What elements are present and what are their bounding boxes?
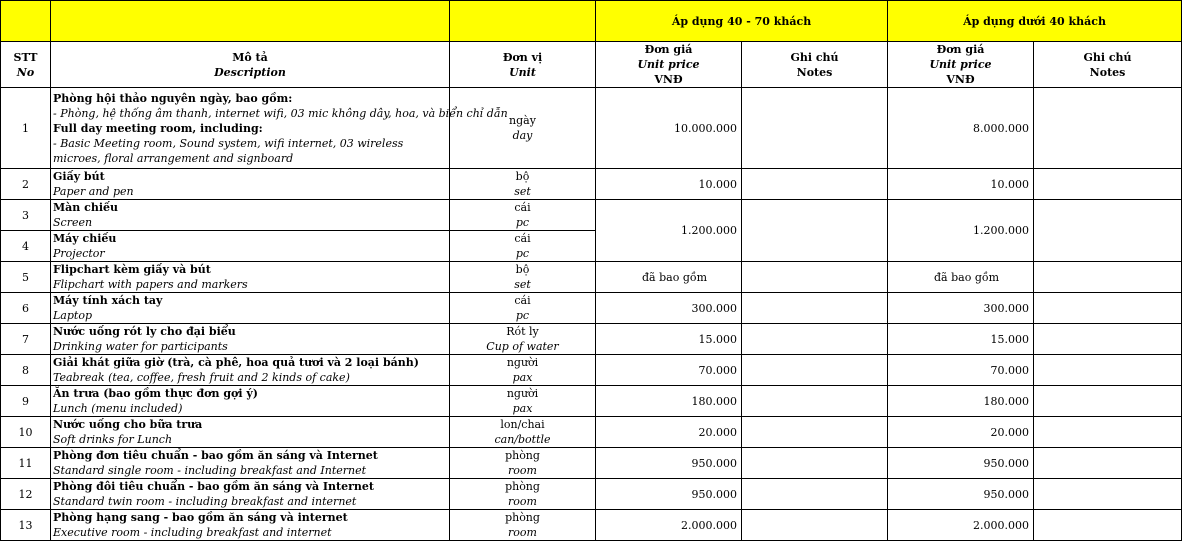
row-title-vi: Phòng hội thảo nguyên ngày, bao gồm: — [53, 91, 293, 105]
cell-notes-2[interactable] — [1034, 355, 1182, 386]
row-unit-vi: ngày — [509, 114, 536, 127]
row-unit-vi: lon/chai — [500, 418, 545, 431]
header-price-1-l2: Unit price — [637, 58, 700, 71]
table-row — [1, 448, 1182, 479]
cell-no[interactable] — [1, 510, 51, 541]
row-desc-en: Paper and pen — [53, 185, 134, 198]
header-unit-vi: Đơn vị — [502, 50, 543, 64]
row-price-1: đã bao gồm — [642, 270, 708, 284]
header-notes-1-vi: Ghi chú — [790, 50, 839, 64]
cell-notes-2[interactable] — [1034, 88, 1182, 169]
cell-description[interactable] — [51, 417, 450, 448]
row-unit-vi: cái — [514, 294, 531, 307]
header-notes-2-vi: Ghi chú — [1083, 50, 1132, 64]
cell-notes-1[interactable] — [742, 88, 888, 169]
cell-no[interactable] — [1, 417, 51, 448]
cell-price-2[interactable] — [888, 386, 1034, 417]
table-row — [1, 88, 1182, 169]
cell-price-1[interactable] — [596, 88, 742, 169]
cell-unit[interactable] — [450, 417, 596, 448]
cell-notes-2[interactable] — [1034, 386, 1182, 417]
row-price-2: 1.200.000 — [973, 224, 1029, 237]
table-row — [1, 510, 1182, 541]
row-unit-en: pc — [515, 309, 530, 322]
cell-unit[interactable] — [450, 88, 596, 169]
row-number: 7 — [22, 332, 29, 346]
row-unit-en: room — [508, 464, 537, 477]
row-desc-vi: Phòng hạng sang - bao gồm ăn sáng và internet — [53, 511, 348, 524]
cell-no[interactable] — [1, 324, 51, 355]
cell-price-2[interactable] — [888, 262, 1034, 293]
row-desc-vi: Flipchart kèm giấy và bút — [53, 263, 211, 276]
cell-unit[interactable] — [450, 448, 596, 479]
cell-no[interactable] — [1, 479, 51, 510]
row-unit-en: set — [514, 185, 531, 198]
row-price-2: 8.000.000 — [973, 121, 1029, 135]
header-description[interactable] — [51, 42, 450, 88]
header-price-1-l3: VNĐ — [654, 73, 683, 86]
cell-notes-1[interactable] — [742, 262, 888, 293]
cell-price-1[interactable] — [596, 355, 742, 386]
cell-unit[interactable] — [450, 324, 596, 355]
row-detail-en: - Basic Meeting room, Sound system, wifi internet, 03 wireless microes, floral arrangement and signboard — [53, 136, 404, 165]
cell-notes-1[interactable] — [742, 479, 888, 510]
row-unit-en: pax — [512, 402, 533, 415]
row-unit-vi: người — [506, 387, 539, 400]
row-number: 12 — [18, 487, 33, 501]
row-unit-en: Cup of water — [486, 340, 559, 353]
cell-notes-1[interactable] — [742, 417, 888, 448]
row-unit-en: pc — [515, 216, 530, 229]
cell-blank-b[interactable] — [51, 1, 450, 42]
cell-notes-1[interactable] — [742, 200, 888, 262]
cell-notes-2[interactable] — [1034, 324, 1182, 355]
row-price-1: 300.000 — [691, 301, 737, 315]
cell-notes-1[interactable] — [742, 324, 888, 355]
cell-no[interactable] — [1, 231, 51, 262]
cell-price-2[interactable] — [888, 479, 1034, 510]
row-desc-en: Standard twin room - including breakfast and internet — [53, 495, 357, 508]
group-header-under-40-label: Áp dụng dưới 40 khách — [963, 14, 1106, 28]
cell-unit[interactable] — [450, 355, 596, 386]
row-unit-en: pax — [512, 371, 533, 384]
header-price-1[interactable] — [596, 42, 742, 88]
cell-notes-1[interactable] — [742, 386, 888, 417]
row-price-2: 2.000.000 — [973, 518, 1029, 532]
row-desc-en: Projector — [53, 247, 105, 260]
table-row — [1, 324, 1182, 355]
column-header-row — [1, 42, 1182, 88]
row-price-2: 70.000 — [990, 363, 1029, 377]
cell-description[interactable] — [51, 355, 450, 386]
row-desc-en: Executive room - including breakfast and internet — [53, 526, 332, 539]
table-row — [1, 169, 1182, 200]
cell-notes-2[interactable] — [1034, 479, 1182, 510]
row-unit-vi: bộ — [515, 170, 530, 183]
cell-notes-1[interactable] — [742, 355, 888, 386]
cell-price-1[interactable] — [596, 386, 742, 417]
cell-description[interactable] — [51, 479, 450, 510]
row-price-1: 950.000 — [691, 487, 737, 501]
cell-notes-1[interactable] — [742, 448, 888, 479]
cell-price-1[interactable] — [596, 293, 742, 324]
row-price-2: 950.000 — [983, 456, 1029, 470]
cell-description[interactable] — [51, 448, 450, 479]
table-row — [1, 200, 1182, 231]
header-notes-1[interactable] — [742, 42, 888, 88]
row-desc-vi: Giải khát giữa giờ (trà, cà phê, hoa quả tươi và 2 loại bánh) — [53, 356, 419, 369]
cell-notes-1[interactable] — [742, 293, 888, 324]
header-price-2-l1: Đơn giá — [936, 43, 985, 56]
row-unit-vi: cái — [514, 232, 531, 245]
cell-description[interactable] — [51, 169, 450, 200]
cell-no[interactable] — [1, 169, 51, 200]
header-notes-1-en: Notes — [796, 65, 833, 79]
cell-no[interactable] — [1, 200, 51, 231]
row-price-2: 15.000 — [990, 332, 1029, 346]
row-price-2: 300.000 — [983, 301, 1029, 315]
row-unit-en: set — [514, 278, 531, 291]
cell-unit[interactable] — [450, 169, 596, 200]
row-desc-vi: Máy chiếu — [53, 232, 117, 245]
cell-notes-1[interactable] — [742, 169, 888, 200]
cell-no[interactable] — [1, 448, 51, 479]
cell-price-1[interactable] — [596, 262, 742, 293]
cell-notes-2[interactable] — [1034, 448, 1182, 479]
group-header-row — [1, 1, 1182, 42]
row-number: 9 — [22, 394, 29, 408]
header-price-2-l3: VNĐ — [946, 73, 975, 86]
table-row — [1, 293, 1182, 324]
row-number: 1 — [22, 121, 29, 135]
cell-description[interactable] — [51, 88, 508, 169]
cell-price-1[interactable] — [596, 169, 742, 200]
cell-description[interactable] — [51, 386, 450, 417]
row-title-en: Full day meeting room, including: — [53, 121, 263, 135]
row-price-2: đã bao gồm — [934, 270, 1000, 284]
row-price-1: 20.000 — [698, 425, 737, 439]
cell-description[interactable] — [51, 262, 450, 293]
row-desc-en: Flipchart with papers and markers — [53, 278, 248, 291]
header-desc-en: Description — [214, 65, 286, 79]
header-price-2[interactable] — [888, 42, 1034, 88]
cell-no[interactable] — [1, 88, 51, 169]
row-price-1: 2.000.000 — [681, 518, 737, 532]
row-desc-vi: Nước uống rót ly cho đại biểu — [53, 325, 236, 338]
row-unit-vi: phòng — [505, 480, 540, 493]
row-desc-vi: Phòng đôi tiêu chuẩn - bao gồm ăn sáng và Internet — [53, 480, 375, 493]
row-number: 11 — [18, 456, 33, 470]
cell-no[interactable] — [1, 355, 51, 386]
cell-price-2[interactable] — [888, 510, 1034, 541]
header-stt-en: No — [16, 65, 35, 79]
row-desc-vi: Màn chiếu — [53, 201, 119, 214]
row-unit-vi: phòng — [505, 449, 540, 462]
row-unit-en: day — [512, 129, 533, 142]
cell-price-1[interactable] — [596, 510, 742, 541]
cell-description[interactable] — [51, 200, 450, 231]
row-price-1: 10.000.000 — [674, 121, 737, 135]
row-number: 13 — [18, 518, 33, 532]
row-desc-vi: Nước uống cho bữa trưa — [53, 418, 203, 431]
row-price-2: 10.000 — [990, 177, 1029, 191]
table-row — [1, 386, 1182, 417]
table-row — [1, 355, 1182, 386]
row-price-2: 20.000 — [990, 425, 1029, 439]
header-price-2-l2: Unit price — [929, 58, 992, 71]
header-stt[interactable] — [1, 42, 51, 88]
group-header-40-70[interactable] — [596, 1, 888, 42]
cell-unit[interactable] — [450, 200, 596, 231]
row-price-1: 180.000 — [691, 394, 737, 408]
cell-unit[interactable] — [450, 510, 596, 541]
row-number: 10 — [18, 425, 33, 439]
header-notes-2[interactable] — [1034, 42, 1182, 88]
header-stt-vi: STT — [13, 50, 38, 64]
row-desc-vi: Phòng đơn tiêu chuẩn - bao gồm ăn sáng và Internet — [53, 449, 378, 462]
table-row — [1, 479, 1182, 510]
row-unit-en: can/bottle — [494, 433, 551, 446]
row-price-1: 15.000 — [698, 332, 737, 346]
cell-blank-c[interactable] — [450, 1, 596, 42]
row-price-1: 10.000 — [698, 177, 737, 191]
table-row — [1, 417, 1182, 448]
row-unit-vi: bộ — [515, 263, 530, 276]
row-desc-en: Soft drinks for Lunch — [53, 433, 173, 446]
cell-notes-2[interactable] — [1034, 262, 1182, 293]
header-unit[interactable] — [450, 42, 596, 88]
cell-no[interactable] — [1, 293, 51, 324]
cell-price-2[interactable] — [888, 324, 1034, 355]
row-desc-en: Teabreak (tea, coffee, fresh fruit and 2 kinds of cake) — [53, 371, 350, 384]
row-price-2: 180.000 — [983, 394, 1029, 408]
row-unit-en: pc — [515, 247, 530, 260]
cell-price-2[interactable] — [888, 448, 1034, 479]
row-desc-en: Standard single room - including breakfast and Internet — [53, 464, 367, 477]
header-price-1-l1: Đơn giá — [644, 43, 693, 56]
cell-price-2[interactable] — [888, 200, 1034, 262]
cell-price-2[interactable] — [888, 293, 1034, 324]
cell-unit[interactable] — [450, 479, 596, 510]
cell-notes-2[interactable] — [1034, 200, 1182, 262]
cell-price-2[interactable] — [888, 88, 1034, 169]
cell-notes-2[interactable] — [1034, 293, 1182, 324]
row-unit-vi: phòng — [505, 511, 540, 524]
cell-price-1[interactable] — [596, 417, 742, 448]
header-unit-en: Unit — [509, 65, 536, 79]
row-price-1: 950.000 — [691, 456, 737, 470]
row-number: 3 — [22, 208, 29, 222]
row-price-2: 950.000 — [983, 487, 1029, 501]
cell-notes-2[interactable] — [1034, 417, 1182, 448]
cell-price-1[interactable] — [596, 448, 742, 479]
cell-description[interactable] — [51, 293, 450, 324]
cell-price-2[interactable] — [888, 169, 1034, 200]
group-header-under-40[interactable] — [888, 1, 1182, 42]
cell-unit[interactable] — [450, 293, 596, 324]
table-row — [1, 262, 1182, 293]
row-desc-vi: Giấy bút — [53, 170, 105, 183]
cell-blank-a[interactable] — [1, 1, 51, 42]
cell-price-1[interactable] — [596, 200, 742, 262]
cell-no[interactable] — [1, 386, 51, 417]
row-unit-en: room — [508, 495, 537, 508]
cell-notes-2[interactable] — [1034, 169, 1182, 200]
row-number: 6 — [22, 301, 29, 315]
cell-no[interactable] — [1, 262, 51, 293]
row-desc-vi: Ăn trưa (bao gồm thực đơn gợi ý) — [53, 387, 258, 400]
cell-unit[interactable] — [450, 262, 596, 293]
cell-unit[interactable] — [450, 386, 596, 417]
row-number: 4 — [22, 239, 29, 253]
row-desc-en: Lunch (menu included) — [53, 402, 183, 415]
row-price-1: 1.200.000 — [681, 224, 737, 237]
row-desc-vi: Máy tính xách tay — [53, 294, 163, 307]
row-unit-vi: người — [506, 356, 539, 369]
row-number: 5 — [22, 270, 29, 284]
cell-notes-2[interactable] — [1034, 510, 1182, 541]
cell-unit[interactable] — [450, 231, 596, 262]
cell-description[interactable] — [51, 510, 450, 541]
row-desc-en: Screen — [53, 216, 93, 229]
row-unit-vi: cái — [514, 201, 531, 214]
header-notes-2-en: Notes — [1089, 65, 1126, 79]
row-price-1: 70.000 — [698, 363, 737, 377]
cell-price-2[interactable] — [888, 417, 1034, 448]
cell-description[interactable] — [51, 231, 450, 262]
group-header-40-70-label: Áp dụng 40 - 70 khách — [671, 14, 812, 28]
cell-price-1[interactable] — [596, 479, 742, 510]
row-detail-vi: - Phòng, hệ thống âm thanh, internet wifi, 03 mic không dây, hoa, và biển chỉ dẫn — [53, 106, 508, 120]
cell-price-1[interactable] — [596, 324, 742, 355]
row-desc-en: Drinking water for participants — [53, 340, 228, 353]
row-number: 8 — [22, 363, 29, 377]
row-number: 2 — [22, 177, 29, 191]
cell-notes-1[interactable] — [742, 510, 888, 541]
cell-price-2[interactable] — [888, 355, 1034, 386]
cell-description[interactable] — [51, 324, 450, 355]
header-desc-vi: Mô tả — [232, 50, 268, 64]
row-desc-en: Laptop — [53, 309, 92, 322]
row-unit-en: room — [508, 526, 537, 539]
row-unit-vi: Rót ly — [506, 325, 539, 338]
